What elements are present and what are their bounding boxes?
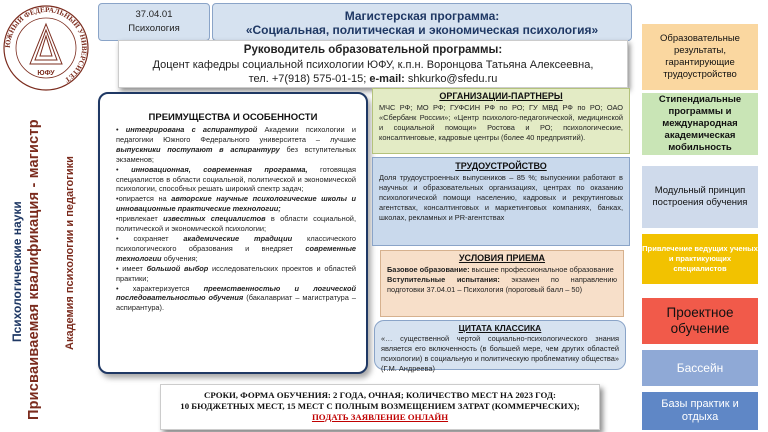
menu-item-practice-bases[interactable] <box>642 392 758 430</box>
menu-item-scientists[interactable] <box>642 234 758 284</box>
menu-item-results[interactable] <box>642 24 758 90</box>
head-email[interactable]: shkurko@sfedu.ru <box>404 73 498 85</box>
advantage-text: •опирается на <box>116 194 172 204</box>
admission-exam-label: Вступительные испытания: <box>387 275 500 284</box>
menu-item-pool[interactable] <box>642 350 758 386</box>
university-logo <box>2 4 90 92</box>
advantage-item <box>116 234 356 264</box>
head-title: Руководитель образовательной программы: <box>243 44 503 56</box>
employment-panel <box>372 157 630 246</box>
logo-label: ЮФУ <box>37 70 55 77</box>
advantage-text: • сохраняет <box>116 233 184 243</box>
employment-title: ТРУДОУСТРОЙСТВО <box>455 161 547 171</box>
advantage-emphasis: интегрирована с аспирантурой <box>125 125 258 134</box>
advantage-emphasis: инновационная, современная программа, <box>131 164 308 174</box>
head-phone: тел. +7(918) 575-01-15; <box>248 73 370 85</box>
head-contacts <box>119 72 627 87</box>
terms-line1: СРОКИ, ФОРМА ОБУЧЕНИЯ: 2 ГОДА, ОЧНАЯ; КОЛИЧЕСТВО МЕСТ НА 2023 ГОД: <box>204 390 556 400</box>
head-line1: Доцент кафедры социальной психологии ЮФУ, к.п.н. Воронцова Татьяна Алексеевна, <box>152 58 594 71</box>
academy-label: Академия психологии и педагогики <box>64 156 76 350</box>
program-head-box <box>118 40 628 88</box>
advantage-item <box>116 165 356 195</box>
advantage-text: обучения; <box>161 253 198 263</box>
qualification-label: Присваиваемая квалификация - магистр <box>26 119 42 420</box>
advantage-text: • имеет <box>116 263 147 273</box>
advantage-item <box>116 284 356 314</box>
program-title-box <box>212 3 632 41</box>
advantage-text: • <box>116 164 132 174</box>
advantage-emphasis: преемственностью и логической последовательностью обучения <box>116 283 357 303</box>
menu-item-modular[interactable] <box>642 166 758 228</box>
advantage-emphasis: современные технологии <box>116 243 356 263</box>
advantage-emphasis: известных специалистов <box>163 214 266 224</box>
program-code-box <box>98 3 210 41</box>
program-code-name: Психология <box>128 23 180 34</box>
admission-title: УСЛОВИЯ ПРИЕМА <box>458 253 546 263</box>
menu-item-project-learning[interactable] <box>642 298 758 344</box>
advantage-item <box>116 125 356 165</box>
menu-item-label: Привлечение ведущих ученых и практикующих специалистов <box>642 244 758 273</box>
menu-item-label: Бассейн <box>676 361 724 375</box>
partners-title: ОРГАНИЗАЦИИ-ПАРТНЕРЫ <box>439 91 563 101</box>
admission-base-value: высшее профессиональное образование <box>469 265 614 274</box>
admission-base-label: Базовое образование: <box>387 265 470 274</box>
menu-item-scholarships[interactable] <box>642 93 758 155</box>
advantage-emphasis: выпускники поступают в аспирантуру <box>116 144 280 154</box>
quote-title: ЦИТАТА КЛАССИКА <box>458 323 542 333</box>
advantage-text: • характеризуется <box>116 283 204 293</box>
quote-panel <box>374 320 626 373</box>
advantage-text: без вступительных экзаменов; <box>116 144 357 164</box>
advantage-emphasis: большой выбор <box>146 263 209 273</box>
menu-item-label: Модульный принцип построения обучения <box>652 185 748 208</box>
program-code: 37.04.01 <box>135 9 173 20</box>
menu-item-label: Базы практик и отдыха <box>661 398 739 423</box>
partners-panel <box>372 88 630 154</box>
employment-text: Доля трудоустроенных выпускников – 85 %; выпускники работают в научных и образовательных организациях, центрах по оказанию психологической помощи населению, кадровых и рекрутинговых агентствах, консалтинговых и маркетинговых компаниях, банках, школах, рекламных и PR-агентствах <box>379 173 623 222</box>
program-title-line2: «Социальная, политическая и экономическая психология» <box>245 23 599 37</box>
advantage-item <box>116 194 356 214</box>
advantage-text: готовящая специалистов в области социальной, политической и экономической психологии, способных решать широкий спектр задач; <box>116 164 356 194</box>
advantage-emphasis: авторские научные психологические школы и инновационные практические технологии; <box>116 194 356 214</box>
advantage-text: Академии психологии и педагогики Южного Федерального университета – лучшие <box>116 125 356 144</box>
advantage-text: исследовательских проектов и областей практики; <box>116 263 356 283</box>
field-label: Психологические науки <box>10 201 24 342</box>
advantage-item <box>116 214 356 234</box>
left-strip <box>0 0 92 432</box>
advantage-emphasis: академические традиции <box>183 233 293 243</box>
menu-item-label: Проектное обучение <box>666 305 734 336</box>
menu-item-label: Образовательные результаты, гарантирующие трудоустройство <box>660 33 740 80</box>
head-email-label: e-mail: <box>369 73 405 85</box>
advantages-title: ПРЕИМУЩЕСТВА И ОСОБЕННОСТИ <box>148 112 318 123</box>
advantage-text: (бакалавриат – магистратура – аспирантура). <box>116 293 356 313</box>
advantage-item <box>116 264 356 284</box>
admission-exam-value: экзамен по направлению подготовки 37.04.01 – Психология (пороговый балл – 50) <box>387 275 617 294</box>
program-title-line1: Магистерская программа: <box>344 9 500 23</box>
menu-item-label: Стипендиальные программы и международная академическая мобильность <box>658 94 742 153</box>
terms-box <box>160 384 600 430</box>
advantage-text: в области социальной, политической и экономической психологии; <box>116 214 356 234</box>
advantages-list <box>116 125 356 313</box>
partners-text: МЧС РФ; МО РФ; ГУФСИН РФ по РО; ГУ МВД РФ по РО; ОАО «Сбербанк России»; «Центр психолого-педагогической, медицинской и социальной помощи» Ростова и РО; психологические, консалтинговые, кадровые центры (более 40 предприятий). <box>379 103 623 142</box>
advantage-text: классического психологического образования и внедряет <box>116 233 356 253</box>
terms-line2: 10 БЮДЖЕТНЫХ МЕСТ, 15 МЕСТ С ПОЛНЫМ ВОЗМЕЩЕНИЕМ ЗАТРАТ (КОММЕРЧЕСКИХ); <box>180 401 580 411</box>
apply-online-link[interactable]: ПОДАТЬ ЗАЯВЛЕНИЕ ОНЛАЙН <box>311 412 449 422</box>
admission-text <box>381 263 623 295</box>
advantage-text: •привлекает <box>116 214 164 224</box>
advantage-text: • <box>116 125 126 134</box>
quote-text: «… существенной чертой социально-психологического знания является его включенность (в большей мере, чем других областей психологии) в социальную и политическую проблематику общества» (Г.М. Андреева) <box>381 334 619 373</box>
admission-panel <box>380 250 624 317</box>
logo-ring-text: ЮЖНЫЙ ФЕДЕРАЛЬНЫЙ УНИВЕРСИТЕТ <box>3 5 89 84</box>
